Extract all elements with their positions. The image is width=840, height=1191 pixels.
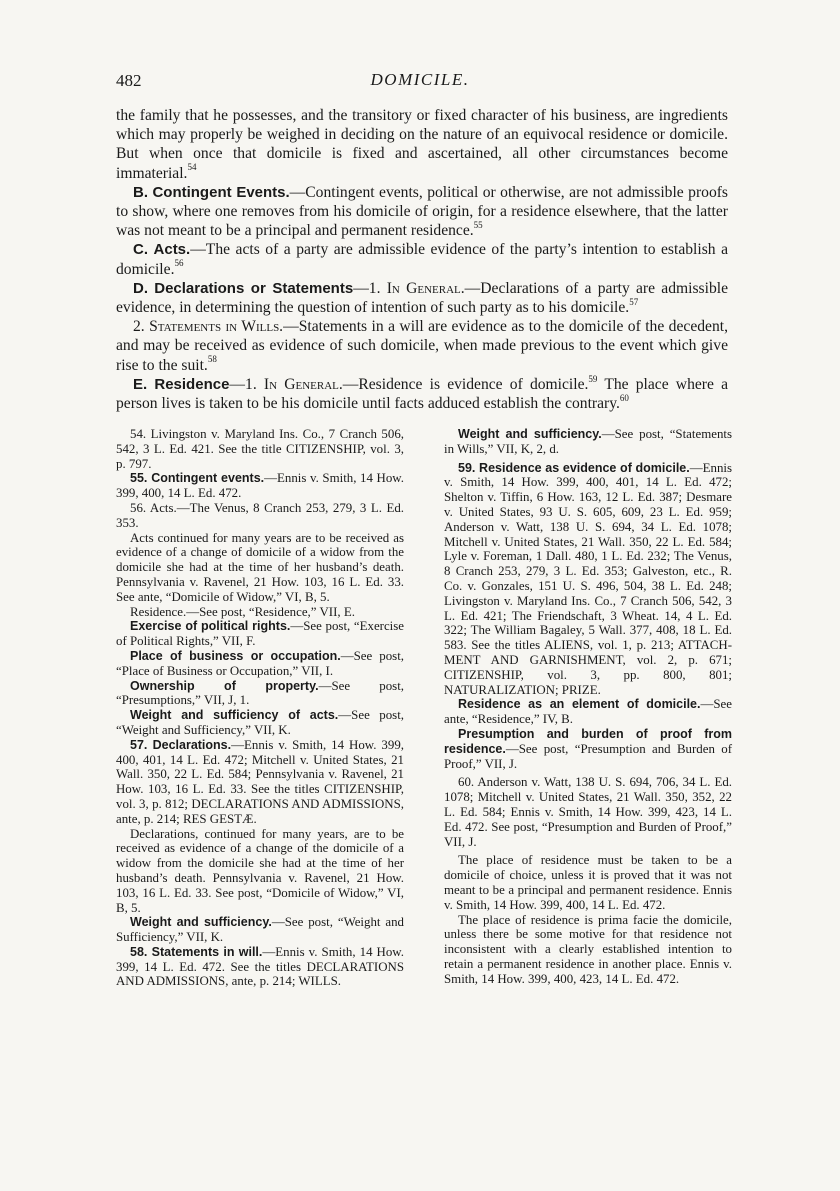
main-text	[116, 106, 728, 413]
footnote-heading: Ownership of property.	[130, 678, 319, 693]
footnote-text: —See post, “Presumption and Burden of Proof,” VII, J.	[444, 741, 732, 771]
footnote-text: Acts.—The Venus, 8 Cranch 253, 279, 3 L. Ed. 353.	[116, 500, 404, 530]
subsection-number: —1.	[353, 279, 381, 297]
footnote-heading: Presumption and burden of proof from residence.	[444, 726, 732, 756]
section-heading: Contingent Events.	[152, 183, 290, 201]
footnote-ref: 59	[588, 373, 598, 384]
footnote-paragraph	[116, 708, 404, 738]
footnote-ref: 54	[187, 162, 197, 173]
footnote-paragraph	[116, 649, 404, 679]
footnotes-left-column	[116, 427, 404, 989]
running-title: DOMICILE.	[370, 70, 470, 89]
footnote-number: 56.	[130, 500, 147, 515]
footnote-paragraph: The place of residence must be taken to be a domicile of choice, unless it is proved that it was not meant to be a principal and permanent residence. Ennis v. Smith, 14 How. 399, 400, 14 L. Ed. 472.	[444, 853, 732, 912]
footnote-text: —See post, “Residence,” VII, E.	[186, 604, 355, 619]
section-d-2	[116, 317, 728, 375]
footnote-text: —See post, “Statements in Wills,” VII, K, 2, d.	[444, 427, 732, 456]
footnote-paragraph	[116, 915, 404, 945]
section-letter: B.	[133, 183, 148, 201]
paragraph-continued	[116, 106, 728, 183]
footnote-60: 60. Anderson v. Watt, 138 U. S. 694, 706, 34 L. Ed. 1078; Mitchell v. United States, 21 Wall. 350, 352, 22 L. Ed. 584; Ennis v. Smith, 14 How. 399, 423, 14 L. Ed. 472. See post, “Presumption and Burden of Proof,” VII, J.	[444, 775, 732, 849]
footnote-54	[116, 427, 404, 471]
section-c	[116, 240, 728, 278]
section-text: —Statements in a will are evidence as to the domicile of the decedent, and may be received as evidence of such domicile, when made previous to the event which give rise to the suit.	[116, 318, 728, 374]
section-letter: D.	[133, 279, 148, 297]
subsection-number: 2.	[133, 318, 145, 336]
footnote-heading: Place of business or occupation.	[130, 648, 341, 663]
section-letter: C.	[133, 241, 148, 259]
section-text: —Residence is evidence of domicile.	[342, 375, 589, 393]
footnote-56	[116, 501, 404, 531]
footnote-text: —See post, “Weight and Sufficiency,” VII, K.	[116, 708, 405, 737]
footnote-paragraph: The place of residence is prima facie the domicile, unless there be some motive for that residence not inconsistent with a clearly established intention to retain a permanent residence in another place. Ennis v. Smith, 14 How. 399, 400, 423, 14 L. Ed. 472.	[444, 912, 732, 986]
footnote-heading: Residence.	[130, 604, 187, 619]
section-letter: E.	[133, 375, 148, 393]
footnote-text: —Ennis v. Smith, 14 How. 399, 400, 14 L. Ed. 472.	[116, 471, 404, 501]
page-number: 482	[116, 71, 142, 90]
footnote-text: —Ennis v. Smith, 14 How. 399, 14 L. Ed. 472. See the titles DECLARATIONS AND ADMISSIONS, ante, p. 214; WILLS.	[116, 944, 405, 989]
footnote-paragraph	[116, 619, 404, 649]
section-heading: Declarations or Statements	[154, 279, 354, 297]
subsection-title: In General.	[386, 279, 465, 297]
footnote-ref: 58	[207, 354, 217, 365]
footnote-heading: 55. Contingent events.	[130, 471, 265, 486]
footnote-heading: Weight and sufficiency.	[130, 915, 272, 930]
section-text: —The acts of a party are admissible evidence of the party’s intention to establish a domicile.	[116, 241, 728, 278]
footnote-text: —See post, “Weight and Sufficiency,” VII, K.	[116, 915, 405, 945]
footnote-heading: 59. Residence as evidence of domicile.	[458, 460, 690, 475]
footnote-paragraph	[444, 427, 732, 457]
footnote-heading: Exercise of political rights.	[130, 619, 291, 634]
subsection-number: —1.	[229, 375, 257, 393]
footnote-heading: 57. Declarations.	[130, 737, 232, 752]
paragraph-text: the family that he possesses, and the transitory or fixed character of his business, are ingredients which may properly be weighed in deciding on the nature of an equivocal residence or domicile. But when once that domicile is fixed and ascertained, all other circumstances become immaterial.	[116, 107, 728, 182]
footnote-text: —See post, “Presumptions,” VII, J, 1.	[116, 678, 405, 708]
footnote-paragraph	[444, 727, 732, 771]
section-b	[116, 183, 728, 241]
footnote-58	[116, 945, 404, 989]
footnote-text: —See post, “Exercise of Political Rights,” VII, F.	[116, 619, 404, 649]
footnote-57	[116, 738, 404, 827]
footnote-59	[444, 461, 732, 698]
footnote-text: —Ennis v. Smith, 14 How. 399, 400, 401, 14 L. Ed. 472; Mitchell v. United States, 21 Wall. 350, 22 L. Ed. 584; Pennsylvania v. Ravenel, 21 How. 103, 16 L. Ed. 33. See the titles CITIZENSHIP, vol. 3, p. 812; DECLARATIONS AND ADMISSIONS, ante, p. 214; RES GESTÆ.	[116, 737, 404, 826]
footnote-heading: Weight and sufficiency of acts.	[130, 708, 339, 723]
footnote-ref: 57	[629, 296, 639, 307]
footnote-paragraph	[116, 605, 404, 620]
section-text: The place where a person lives is taken to be his domicile until facts adduced establish the contrary.	[116, 375, 729, 413]
footnote-paragraph: Acts continued for many years are to be received as evidence of a change of domicile of a widow from the domicile she had at the time of her husband’s death. Pennsylvania v. Ravenel, 21 How. 103, 16 L. Ed. 33. See ante, “Domicile of Widow,” VI, B, 5.	[116, 530, 404, 604]
footnote-heading: Weight and sufficiency.	[458, 427, 602, 441]
footnote-text: —See ante, “Residence,” IV, B.	[444, 697, 732, 727]
footnote-text: —See post, “Place of Business or Occupation,” VII, I.	[116, 648, 404, 678]
section-heading: Acts.	[153, 241, 191, 259]
footnote-text: —Ennis v. Smith, 14 How. 399, 400, 401, 14 L. Ed. 472; Shelton v. Tiffin, 6 How. 163, 12 L. Ed. 387; Desmare v. United States, 93 U. S. 605, 609, 23 L. Ed. 959; Anderson v. Watt, 138 U. S. 694, 34 L. Ed. 1078; Mitchell v. United States, 21 Wall. 350, 22 L. Ed. 584; Lyle v. Foreman, 1 Dall. 480, 1 L. Ed. 232; The Venus, 8 Cranch 253, 279, 3 L. Ed. 353; Galveston, etc., R. Co. v. Gonzales, 151 U. S. 496, 504, 38 L. Ed. 248; Livingston v. Maryland Ins. Co., 7 Cranch 506, 542, 3 L. Ed. 421; The Friendschaft, 3 Wheat. 14, 4 L. Ed. 322; The William Bagaley, 5 Wall. 377, 408, 18 L. Ed. 583. See the titles ALIENS, vol. 1, p. 213; ATTACHMENT AND GARNISHMENT, vol. 2, p. 671; CITIZENSHIP, vol. 3, pp. 800, 801; NATURALIZATION; PRIZE.	[444, 460, 732, 697]
section-text: —Declarations of a party are admissible evidence, in determining the question of intention of such party as to his domicile.	[116, 279, 728, 317]
section-heading: Residence	[154, 375, 230, 393]
section-d	[116, 279, 728, 317]
footnote-number: 54.	[130, 427, 147, 441]
footnote-paragraph	[444, 697, 732, 727]
footnotes-right-column	[444, 427, 732, 986]
footnote-55	[116, 471, 404, 501]
subsection-title: In General.	[263, 375, 343, 393]
section-text: —Contingent events, political or otherwise, are not admissible proofs to show, where one removes from his domicile of origin, for a residence elsewhere, that the latter was not meant to be a principal and permanent residence.	[116, 183, 728, 240]
footnote-paragraph: Declarations, continued for many years, are to be received as evidence of a change of the domicile of a widow from the domicile she had at the time of her husband’s death. Pennsylvania v. Ravenel, 21 How. 103, 16 L. Ed. 33. See post, “Domicile of Widow,” VI, B, 5.	[116, 826, 404, 915]
footnote-ref: 60	[619, 392, 629, 403]
footnote-paragraph	[116, 679, 404, 709]
section-e	[116, 375, 728, 413]
footnote-ref: 55	[473, 220, 483, 231]
footnote-text: Livingston v. Maryland Ins. Co., 7 Cranch 506, 542, 3 L. Ed. 421. See the title CITIZENSHIP, vol. 3, p. 797.	[116, 427, 404, 471]
footnote-heading: Residence as an element of domicile.	[458, 697, 701, 712]
subsection-title: Statements in Wills.	[149, 318, 284, 336]
footnote-ref: 56	[174, 258, 184, 269]
footnote-heading: 58. Statements in will.	[130, 944, 263, 959]
